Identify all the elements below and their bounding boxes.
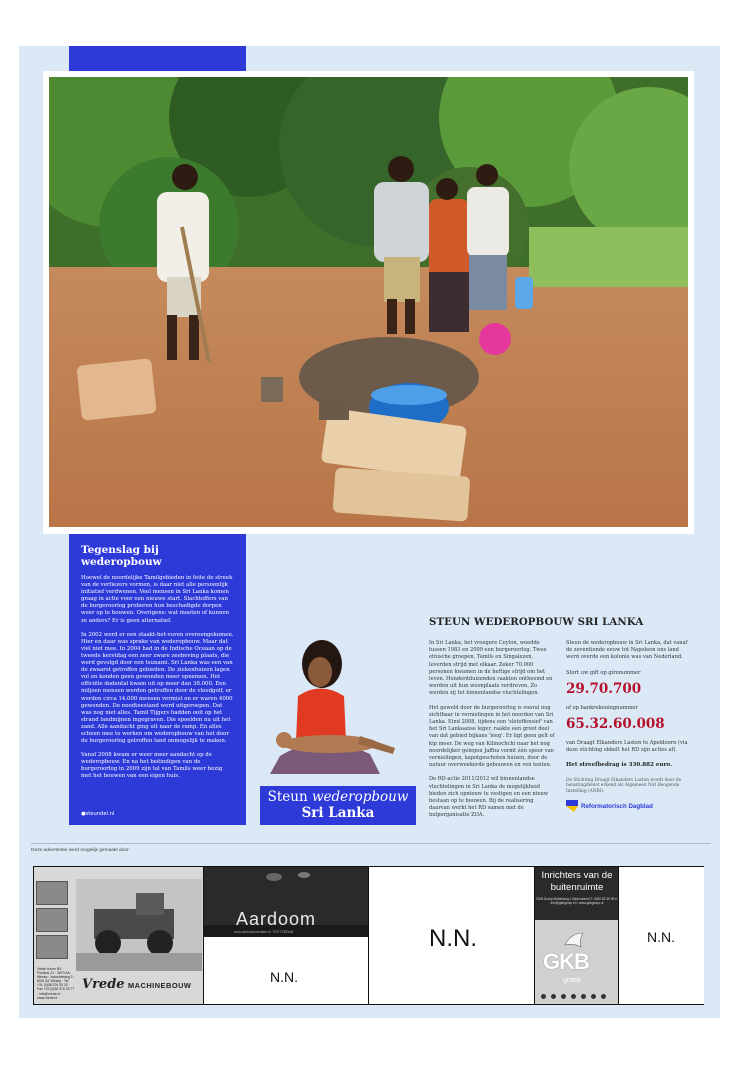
- rd-logo: [566, 800, 692, 812]
- article-left-paragraph: Hoewel de noordelijke Tamilgebieden in feite de streek van de verliezers vormen, is daar niet alle persoonlijk initiatief verdwenen. Veel mensen in Sri Lanka komen graag in actie voor een nieuwe start. Slachtoffers van de burgeroorlog proberen hun beschadigde dorpen weer op te bouwen. Overigens: wat moeten of kunnen ze anders? Er is geen alternatief.: [81, 575, 233, 624]
- article-right-paragraph: De RD-actie 2011/2012 wil binnenlandse vluchtelingen in Sri Lanka de mogelijkheid bieden zich opnieuw te vestigen en een nieuw bestaan op te bouwen. Bij de realisering daarvan werkt het RD samen met de hulporganisatie ZOA.: [429, 776, 549, 819]
- nn-label: N.N.: [647, 929, 675, 945]
- goal-amount: Het streefbedrag is 330.882 euro.: [566, 762, 673, 769]
- article-left-title: Tegenslag bij wederopbouw: [81, 544, 162, 568]
- vrede-address: Vrede Hoorn BV · Postbus 21 · 3670 AA Wezep · Industrieweg 3 · 8091 AZ Wezep · Tel. +31 (0)38 376 33 33 · Fax +31 (0)38 376 33 77 · info@vrede.nl · www.vrede.nl: [37, 967, 75, 1000]
- aardoom-banner: [204, 867, 369, 937]
- vrede-thumbnail: [36, 881, 68, 905]
- campaign-logo: [260, 786, 416, 825]
- gkb-banner: [535, 867, 619, 920]
- vrede-thumbnail: [36, 908, 68, 932]
- vrede-machine-photo: [76, 879, 202, 971]
- sponsor-divider: [31, 843, 711, 844]
- gkb-groep: groep: [563, 977, 581, 984]
- article-right-title: STEUN WEDEROPBOUW SRI LANKA: [429, 616, 644, 628]
- header-tab: [69, 46, 246, 72]
- donation-intro: Steun de wederopbouw in Sri Lanka, dat vanaf de zeventiende eeuw tot Napoleon ons land werd overde een kolonie was van Nederland.: [566, 640, 688, 661]
- article-left-paragraph: Vanaf 2008 kwam er weer meer aandacht op de wederopbouw. En na het beëindigen van de burgeroorlog in 2009 zijn tal van Tamils weer bezig met het bouwen van een eigen huis.: [81, 752, 223, 780]
- article-left: [69, 534, 246, 825]
- vrede-logo-subtitle: MACHINEBOUW: [128, 981, 192, 990]
- sponsor-strip: [33, 866, 704, 1005]
- sponsor-gkb: [535, 867, 619, 1004]
- sponsor-nn-right: [619, 867, 704, 1004]
- giro-label: Stort uw gift op gironummer: [566, 669, 641, 676]
- article-left-paragraph: In 2002 werd er een staakt-het-vuren overeengekomen. Hier en daar was sprake van wederopbouw. Maar dat viel niet mee. In 2004 had in de Indische Oceaan op de tweede kerstdag een zeer zware zeebeving plaats, die werd gevolgd door een tsunami. Sri Lanka was een van de zwaarst getroffen gebieden. De ziekenhuizen lagen vol en konden geen gewonden meer opnemen. Het officiële dodental kwam uit op meer dan 38.000. Een miljoen mensen werden getroffen door de vloedgolf, er werden circa 14.000 mensen vermist en er waren 4000 gewonden. De noodtoestand werd uitgeroepen. Dat was nog niet alles. Tamil Tijgers hadden ooit op het strand landmijnen ingegraven. Die spoelden nu uit het zand. Alle aandacht ging uit naar de ramp. En alles scheen mee te werken om wederopbouw van het door de burgeroorlog getroffen land onmogelijk te maken.: [81, 631, 234, 745]
- article-right-paragraph: Het geweld door de burgeroorlog is vooral nog zichtbaar in vernielingen in het noorden van Sri Lanka. Eind 2008, tijdens een 'slotoffensief' van het Sri Lankaanse leger, raakte een groot deel van dat gebied bijkans 'leeg'. Er ligt geen gelt of kip meer. De weg van Kilinochchi naar het nog noordelijker gelegen Jaffna vormt één spoor van vernielingen, kapotgeschoten huizen, door de natuur overwoekerde gebouwen en ven tenten.: [429, 704, 555, 769]
- sponsor-aardoom: [204, 867, 369, 1004]
- giro-number: 29.70.700: [566, 680, 642, 697]
- gkb-address: GKB Groep Middelweg 1 Barendrecht T: 0180 62 39 39 e: info@gkbgroep.nl i: www.gkbgroep.nl: [536, 897, 618, 906]
- person-group: [374, 156, 509, 334]
- vrede-logo: Vrede: [82, 977, 125, 992]
- aardoom-url: www.aardoomroterdam.nl · ROTTERDAM: [234, 930, 294, 934]
- sponsor-nn-center: [369, 867, 535, 1004]
- dot-icon: [561, 994, 566, 999]
- aardoom-logo: Aardoom: [236, 909, 317, 929]
- anbi-note: De Stichting Draagt Elkanders Lasten wordt door de belastingdienst erkend als Algemeen Nut Beogende Instelling (ANBI).: [566, 777, 682, 794]
- bank-label: of op bankrekeningnummer: [566, 704, 638, 711]
- mother-child-illustration: [260, 636, 416, 788]
- bird-icon: [561, 929, 587, 951]
- rd-logo-icon: [566, 800, 578, 812]
- dot-icon: [591, 994, 596, 999]
- article-left-site[interactable]: ●steundel.nl: [81, 811, 115, 817]
- photo-illustration: [49, 77, 688, 527]
- dot-icon: [551, 994, 556, 999]
- article-right-column-1: [429, 640, 555, 827]
- article-right-column-2: [566, 640, 692, 812]
- dot-icon: [581, 994, 586, 999]
- bank-number: 65.32.60.008: [566, 716, 665, 733]
- nn-label: N.N.: [429, 925, 477, 952]
- gkb-title: Inrichters van de buitenruimte: [541, 870, 613, 893]
- dot-icon: [541, 994, 546, 999]
- mother-child-image: [260, 636, 416, 788]
- vrede-thumbnail: [36, 935, 68, 959]
- rd-logo-name: Reformatorisch Dagblad: [581, 802, 653, 810]
- campaign-logo-line1: Steun wederopbouw: [267, 789, 409, 805]
- vrede-thumbnails: [36, 881, 70, 962]
- payee-text: van Draagt Elkanders Lasten te Apeldoorn (via deze stichting ekkelt het RD zijn acties af).: [566, 740, 688, 754]
- main-photo: [49, 77, 688, 527]
- gkb-logo: GKB: [543, 949, 589, 974]
- nn-label: N.N.: [270, 969, 298, 985]
- tractor-illustration: [76, 879, 202, 971]
- article-right-paragraph: In Sri Lanka, het vroegere Ceylon, woedde tussen 1983 en 2009 een burgeroorlog. Twee etnische groepen, Tamils en Singalezen, leverden strijd met elkaar. Zeker 70.000 personen kwamen in de heftige strijd om het leven. Honderdduizenden raakten ontheemd en werden uit hun woonplaats verdreven. Zo werden zij tot binnenlandse vluchtelingen.: [429, 640, 553, 697]
- sponsor-vrede: [34, 867, 204, 1004]
- dot-icon: [571, 994, 576, 999]
- dot-icon: [601, 994, 606, 999]
- campaign-logo-line2: Sri Lanka: [301, 805, 375, 821]
- sponsor-note: Deze advertentie werd mogelijk gemaakt door:: [31, 848, 130, 853]
- gkb-dots: [541, 994, 606, 999]
